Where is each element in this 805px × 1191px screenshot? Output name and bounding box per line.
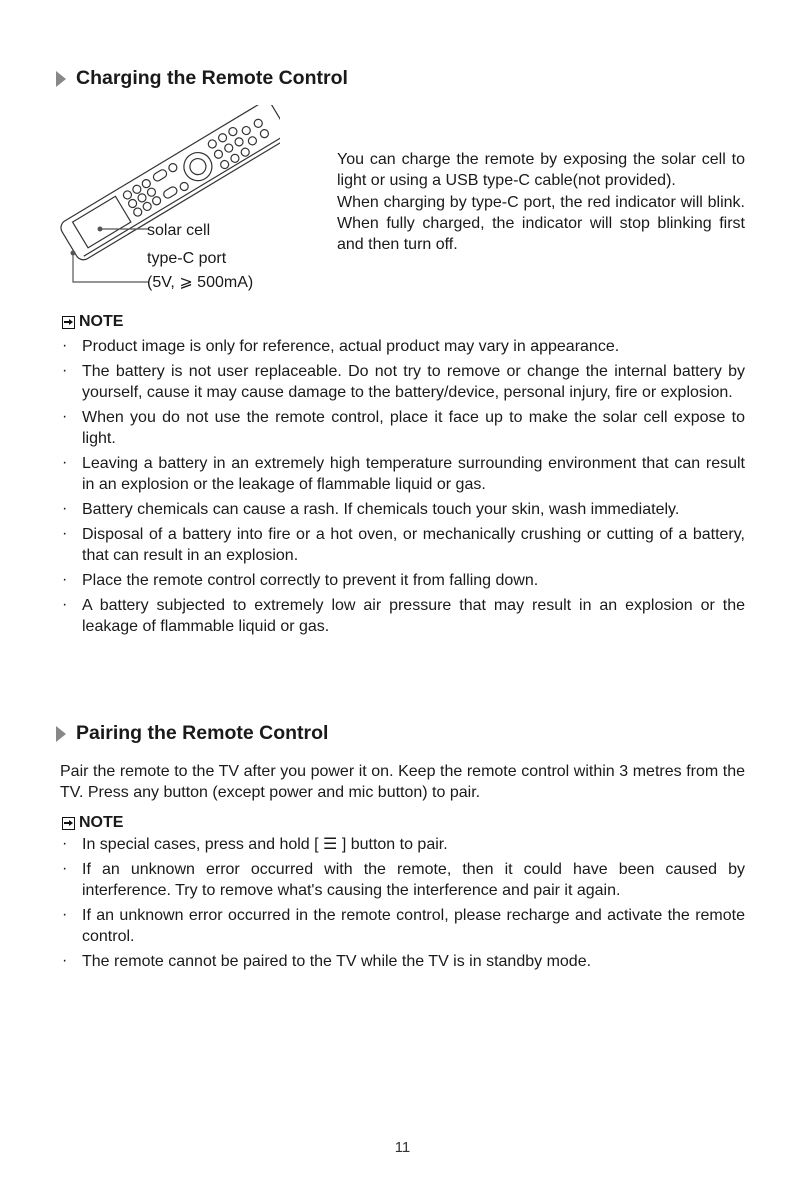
note-icon (62, 817, 75, 830)
note-title: NOTE (79, 814, 124, 831)
solar-cell-label: solar cell (147, 222, 211, 239)
list-item: · Place the remote control correctly to prevent it from falling down. (62, 570, 745, 591)
note-heading (62, 814, 123, 832)
port-spec-label: (5V, ⩾ 500mA) (147, 274, 254, 291)
charging-paragraph-1: You can charge the remote by exposing the solar cell to light or using a USB type-C cable(not provided). (337, 151, 745, 189)
list-item: · Product image is only for reference, actual product may vary in appearance. (62, 336, 745, 357)
list-item: · The remote cannot be paired to the TV while the TV is in standby mode. (62, 951, 745, 972)
charging-paragraph-2: When charging by type-C port, the red indicator will blink. When fully charged, the indicator will stop blinking first and then turn off. (337, 194, 745, 253)
note-title: NOTE (79, 313, 124, 330)
heading-text: Pairing the Remote Control (76, 722, 329, 744)
list-item: · If an unknown error occurred in the remote control, please recharge and activate the remote control. (62, 905, 745, 947)
type-c-port-label: type-C port (147, 250, 227, 267)
pairing-paragraph: Pair the remote to the TV after you power it on. Keep the remote control within 3 metres from the TV. Press any button (except power and mic button) to pair. (60, 763, 745, 801)
remote-buttons (122, 113, 273, 221)
list-item: · The battery is not user replaceable. Do not try to remove or change the internal battery by yourself, cause it may cause damage to the battery/device, personal injury, fire or explosion. (62, 361, 745, 403)
note-icon (62, 316, 75, 329)
list-item: · When you do not use the remote control, place it face up to make the solar cell expose to light. (62, 407, 745, 449)
list-item: · If an unknown error occurred with the remote, then it could have been caused by interference. Try to remove what's causing the interference and pair it again. (62, 859, 745, 901)
list-item: · Leaving a battery in an extremely high temperature surrounding environment that can result in an explosion or the leakage of flammable liquid or gas. (62, 453, 745, 495)
list-item: · Disposal of a battery into fire or a hot oven, or mechanically crushing or cutting of a battery, that can result in an explosion. (62, 524, 745, 566)
section-heading-charging (56, 67, 348, 90)
pairing-notes-list (62, 834, 745, 976)
section-heading-pairing (56, 722, 328, 745)
list-item: · In special cases, press and hold [ ☰ ] button to pair. (62, 834, 745, 855)
list-item: · A battery subjected to extremely low air pressure that may result in an explosion or the leakage of flammable liquid or gas. (62, 595, 745, 637)
triangle-bullet-icon (56, 726, 66, 742)
note-heading (62, 313, 123, 331)
heading-text: Charging the Remote Control (76, 67, 348, 89)
page-number: 11 (394, 1139, 411, 1156)
charging-notes-list (62, 336, 745, 641)
list-item: · Battery chemicals can cause a rash. If chemicals touch your skin, wash immediately. (62, 499, 745, 520)
triangle-bullet-icon (56, 71, 66, 87)
